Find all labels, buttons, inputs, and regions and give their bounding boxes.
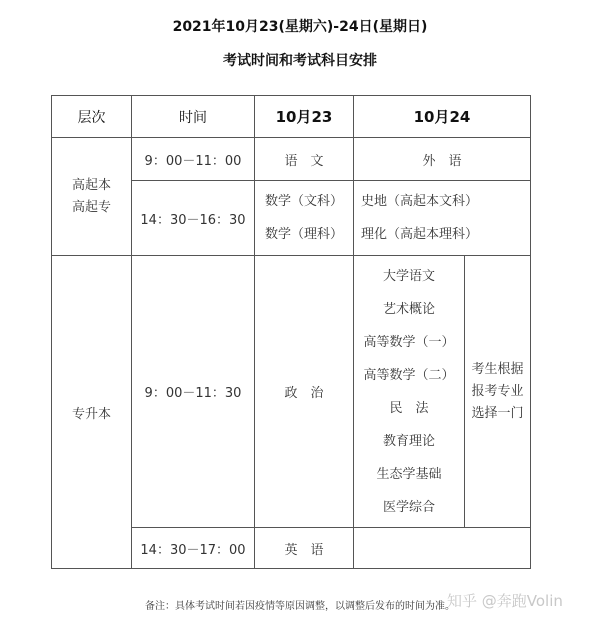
- level-cell-zhuanshengben: 专升本: [52, 256, 132, 569]
- time-cell: 9：00－11：00: [132, 138, 255, 181]
- list-item: 高等数学（一）: [363, 334, 455, 350]
- watermark: 知乎 @奔跑Volin: [447, 592, 563, 610]
- subject-cell: [354, 528, 531, 569]
- header-time: 时间: [132, 96, 255, 138]
- subject-cell: 史地（高起本文科） 理化（高起本理科）: [354, 181, 531, 256]
- subject-cell: 英 语: [255, 528, 354, 569]
- subject-cell: 语 文: [255, 138, 354, 181]
- exam-schedule-table: [51, 95, 531, 569]
- footnote: 备注：具体考试时间若因疫情等原因调整，以调整后发布的时间为准。: [145, 601, 455, 612]
- list-item: 大学语文: [382, 268, 435, 284]
- subject-cell: 数学（文科） 数学（理科）: [255, 181, 354, 256]
- table-row: [52, 138, 531, 181]
- list-item: 医学综合: [382, 499, 435, 515]
- table-header-row: [52, 96, 531, 138]
- time-cell: 14：30－17：00: [132, 528, 255, 569]
- table-row: [52, 256, 531, 528]
- list-item: 生态学基础: [376, 466, 442, 482]
- header-level: 层次: [52, 96, 132, 138]
- subject-cell: 外 语: [354, 138, 531, 181]
- page-title: 2021年10月23(星期六)-24日(星期日): [172, 19, 428, 35]
- level-cell-gaoqi: 高起本 高起专: [52, 138, 132, 256]
- elective-subject-list: [354, 256, 465, 528]
- list-item: 教育理论: [382, 433, 435, 449]
- header-oct23: 10月23: [255, 96, 354, 138]
- header-oct24: 10月24: [354, 96, 531, 138]
- subject-cell: 政 治: [255, 256, 354, 528]
- list-item: 民 法: [389, 400, 429, 416]
- list-item: 艺术概论: [382, 301, 435, 317]
- time-cell: 9：00－11：30: [132, 256, 255, 528]
- elective-note: 考生根据 报考专业 选择一门: [465, 256, 531, 528]
- list-item: 高等数学（二）: [363, 367, 455, 383]
- time-cell: 14：30－16：30: [132, 181, 255, 256]
- page-subtitle: 考试时间和考试科目安排: [223, 53, 377, 69]
